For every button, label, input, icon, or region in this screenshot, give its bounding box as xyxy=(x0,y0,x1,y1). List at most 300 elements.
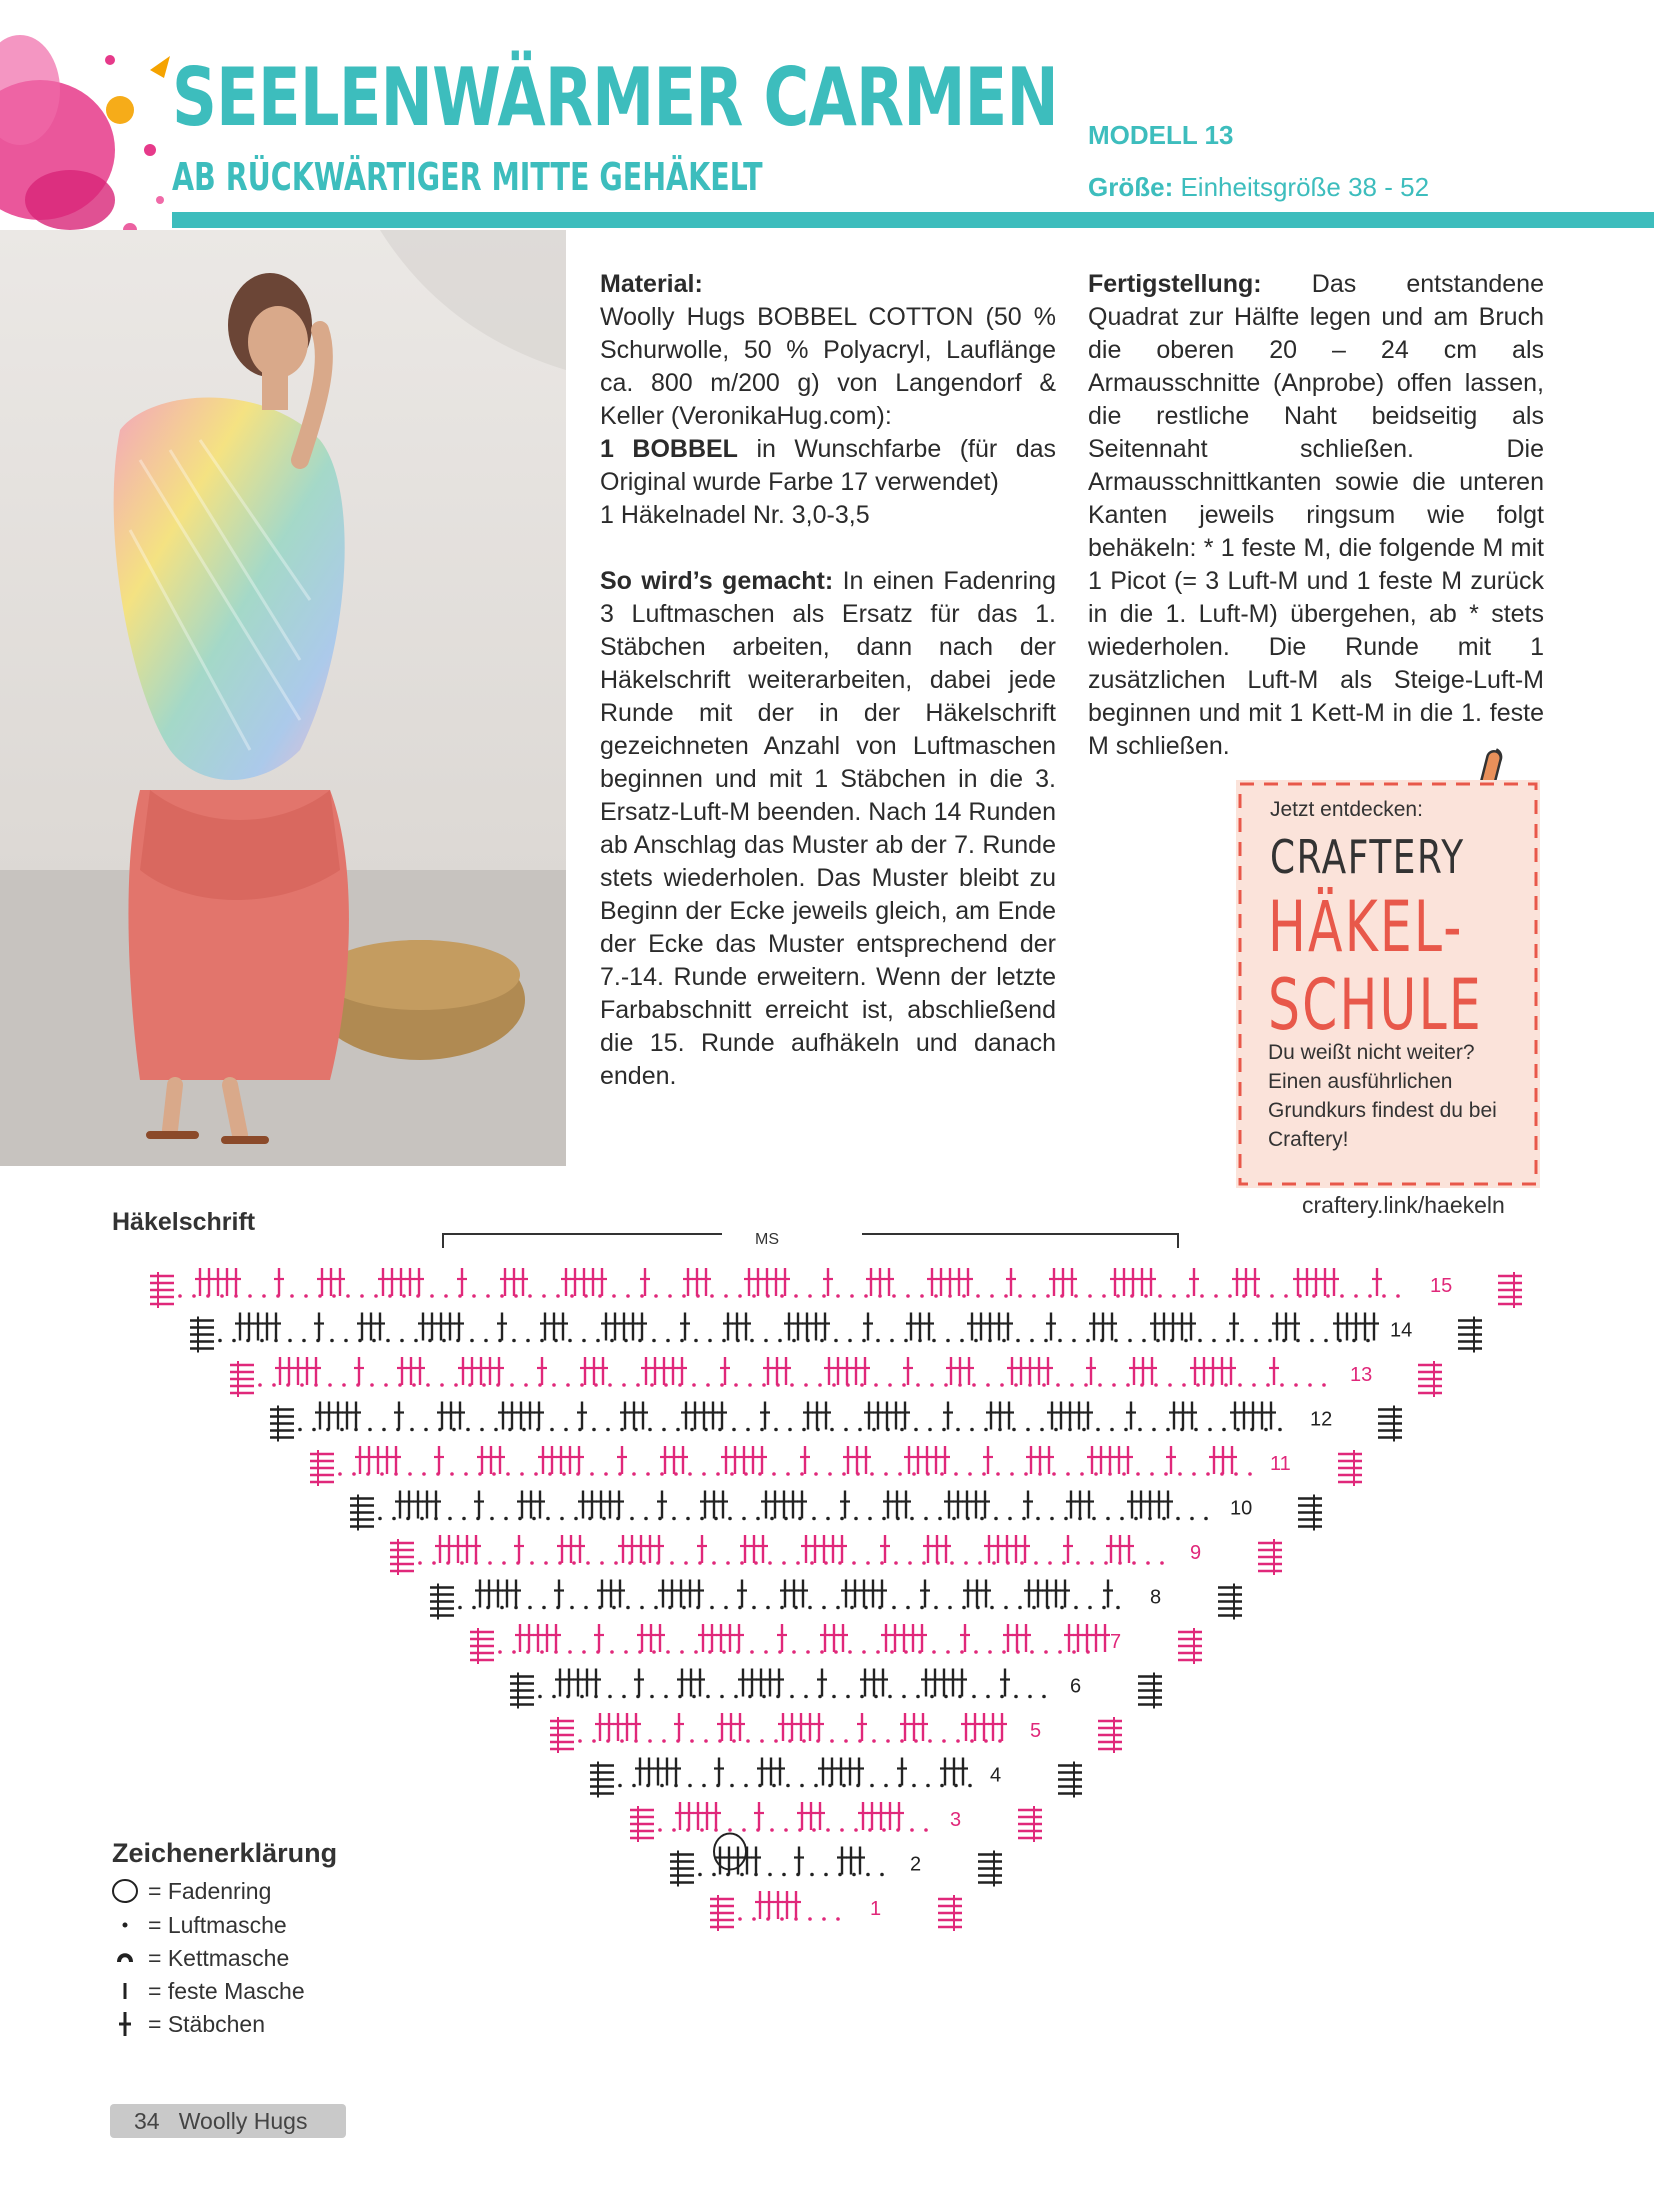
chain-mark xyxy=(812,1517,816,1521)
chain-mark xyxy=(746,1739,750,1743)
chain-mark xyxy=(934,1606,938,1610)
chain-mark xyxy=(614,1561,618,1565)
chain-mark xyxy=(1308,1383,1312,1387)
chain-mark xyxy=(928,1428,932,1432)
chain-mark xyxy=(1098,1383,1102,1387)
chain-mark xyxy=(1042,1383,1046,1387)
chain-mark xyxy=(752,1294,756,1298)
chain-mark xyxy=(414,1339,418,1343)
chain-mark xyxy=(1046,1294,1050,1298)
chain-mark xyxy=(1194,1428,1198,1432)
chain-mark xyxy=(1058,1339,1062,1343)
chain-mark xyxy=(1192,1472,1196,1476)
chain-mark xyxy=(782,1873,786,1877)
chain-mark xyxy=(906,1606,910,1610)
chain-mark xyxy=(644,1517,648,1521)
double-crochet-icon xyxy=(110,2009,140,2039)
chain-mark xyxy=(1024,1472,1028,1476)
craftery-ad[interactable] xyxy=(1236,780,1540,1188)
chain-mark xyxy=(1134,1517,1138,1521)
chain-mark xyxy=(810,1561,814,1565)
chain-mark xyxy=(1034,1561,1038,1565)
chain-mark xyxy=(1158,1294,1162,1298)
chain-mark xyxy=(710,1294,714,1298)
chain-mark xyxy=(552,1383,556,1387)
chain-mark xyxy=(1122,1472,1126,1476)
material-yarn: Woolly Hugs BOBBEL COTTON (50 % Schurwolle, 50 % Polyacryl, Lauflänge ca. 800 m/200 g) von Langendorf & Keller (VeronikaHug.com): xyxy=(600,303,1056,430)
chain-mark xyxy=(910,1828,914,1832)
chain-mark xyxy=(698,1873,702,1877)
chain-mark xyxy=(740,1561,744,1565)
chain-mark xyxy=(706,1383,710,1387)
chain-mark xyxy=(712,1873,716,1877)
chain-mark xyxy=(924,1517,928,1521)
chain-mark xyxy=(796,1561,800,1565)
chain-mark xyxy=(792,1339,796,1343)
chain-mark xyxy=(694,1650,698,1654)
chain-mark xyxy=(870,1472,874,1476)
chain-mark xyxy=(1240,1339,1244,1343)
chain-mark xyxy=(768,1561,772,1565)
chain-mark xyxy=(1266,1383,1270,1387)
chart-round-6 xyxy=(510,1669,1162,1709)
chain-mark xyxy=(572,1561,576,1565)
chain-mark xyxy=(836,1917,840,1921)
chain-mark xyxy=(422,1472,426,1476)
chain-mark xyxy=(332,1294,336,1298)
chain-mark xyxy=(704,1739,708,1743)
chain-mark xyxy=(444,1294,448,1298)
chain-mark xyxy=(1340,1294,1344,1298)
chain-mark xyxy=(1254,1339,1258,1343)
chain-mark xyxy=(400,1339,404,1343)
chain-mark xyxy=(942,1739,946,1743)
chain-mark xyxy=(368,1428,372,1432)
chart-title: Häkelschrift xyxy=(112,1208,256,1236)
chain-mark xyxy=(552,1695,556,1699)
round-label: 15 xyxy=(1430,1275,1453,1297)
chain-mark xyxy=(590,1472,594,1476)
chain-mark xyxy=(1066,1472,1070,1476)
chain-mark xyxy=(648,1428,652,1432)
chain-mark xyxy=(1000,1383,1004,1387)
chain-mark xyxy=(766,1606,770,1610)
chain-mark xyxy=(618,1784,622,1788)
chain-mark xyxy=(650,1383,654,1387)
chain-mark xyxy=(920,1294,924,1298)
chain-mark xyxy=(1310,1339,1314,1343)
chain-mark xyxy=(830,1428,834,1432)
chain-mark xyxy=(1208,1428,1212,1432)
chain-mark xyxy=(904,1339,908,1343)
chart-center-label-bg xyxy=(722,1226,862,1246)
chain-mark xyxy=(410,1428,414,1432)
round-label: 3 xyxy=(950,1809,962,1831)
chain-mark xyxy=(580,1695,584,1699)
chain-mark xyxy=(694,1339,698,1343)
chain-mark xyxy=(814,1784,818,1788)
round-label: 4 xyxy=(990,1764,1002,1787)
chain-mark xyxy=(752,1606,756,1610)
chain-mark xyxy=(550,1428,554,1432)
material-amount: in Wunschfarbe (für das Original wurde Farbe 17 verwendet) xyxy=(600,435,1057,496)
chain-mark xyxy=(544,1561,548,1565)
chain-mark xyxy=(650,1695,654,1699)
chain-mark xyxy=(842,1784,846,1788)
model-number: MODELL 13 xyxy=(1088,120,1234,150)
chain-mark xyxy=(1088,1294,1092,1298)
chain-mark xyxy=(700,1517,704,1521)
chain-mark xyxy=(682,1606,686,1610)
chain-mark xyxy=(426,1383,430,1387)
chain-mark xyxy=(1124,1428,1128,1432)
chain-mark xyxy=(1062,1561,1066,1565)
chain-mark xyxy=(542,1606,546,1610)
chain-mark xyxy=(646,1472,650,1476)
chain-mark xyxy=(680,1650,684,1654)
chain-mark xyxy=(1366,1339,1370,1343)
chain-mark xyxy=(1120,1517,1124,1521)
chain-mark xyxy=(1228,1294,1232,1298)
chain-mark xyxy=(528,1606,532,1610)
chain-mark xyxy=(826,1517,830,1521)
chain-mark xyxy=(660,1784,664,1788)
chain-mark xyxy=(830,1739,834,1743)
chain-mark xyxy=(844,1428,848,1432)
chart-round-8 xyxy=(430,1580,1242,1620)
chain-mark xyxy=(916,1695,920,1699)
chain-mark xyxy=(462,1517,466,1521)
chain-mark xyxy=(1178,1472,1182,1476)
chain-mark xyxy=(832,1695,836,1699)
chain-mark xyxy=(636,1383,640,1387)
chain-mark xyxy=(384,1383,388,1387)
chain-mark xyxy=(860,1695,864,1699)
chain-mark xyxy=(882,1517,886,1521)
chain-mark xyxy=(1048,1561,1052,1565)
chain-mark xyxy=(1016,1339,1020,1343)
chain-mark xyxy=(1018,1294,1022,1298)
chart-round-5 xyxy=(550,1713,1122,1753)
chain-mark xyxy=(1074,1294,1078,1298)
crochet-chart xyxy=(100,1226,1560,2106)
chain-mark xyxy=(1002,1339,1006,1343)
chain-mark xyxy=(976,1294,980,1298)
chain-mark xyxy=(928,1739,932,1743)
chain-mark xyxy=(1116,1606,1120,1610)
chain-mark xyxy=(378,1517,382,1521)
chain-mark xyxy=(968,1472,972,1476)
chain-mark xyxy=(972,1383,976,1387)
chain-mark xyxy=(890,1339,894,1343)
chain-mark xyxy=(806,1650,810,1654)
chain-mark xyxy=(1004,1294,1008,1298)
single-crochet-icon xyxy=(110,1976,140,2006)
chain-mark xyxy=(866,1873,870,1877)
chain-mark xyxy=(730,1472,734,1476)
chart-round-10 xyxy=(350,1491,1322,1531)
chain-mark xyxy=(484,1339,488,1343)
chain-mark xyxy=(738,1917,742,1921)
chain-mark xyxy=(458,1606,462,1610)
chain-mark xyxy=(900,1428,904,1432)
chain-mark xyxy=(760,1739,764,1743)
chain-mark xyxy=(800,1472,804,1476)
chain-mark xyxy=(534,1472,538,1476)
chain-mark xyxy=(1040,1428,1044,1432)
ad-headline-line2: SCHULE xyxy=(1268,964,1483,1046)
ad-headline-line1: HÄKEL- xyxy=(1268,886,1464,968)
chain-mark xyxy=(786,1784,790,1788)
chain-mark xyxy=(962,1294,966,1298)
chain-mark xyxy=(772,1784,776,1788)
chain-mark xyxy=(1138,1428,1142,1432)
chain-mark xyxy=(654,1294,658,1298)
chain-mark xyxy=(658,1828,662,1832)
chain-mark xyxy=(488,1561,492,1565)
round-label: 11 xyxy=(1270,1453,1291,1475)
chain-mark xyxy=(1026,1428,1030,1432)
chain-mark xyxy=(802,1428,806,1432)
chain-mark xyxy=(528,1294,532,1298)
model-photo xyxy=(0,230,566,1166)
round-label: 10 xyxy=(1230,1497,1253,1520)
chain-mark xyxy=(692,1383,696,1387)
chain-mark xyxy=(730,1784,734,1788)
legend-row-single xyxy=(110,1976,305,2006)
chain-mark xyxy=(750,1339,754,1343)
chain-mark xyxy=(272,1383,276,1387)
chain-mark xyxy=(926,1784,930,1788)
round-label: 6 xyxy=(1070,1675,1082,1698)
chain-mark xyxy=(1050,1517,1054,1521)
chain-mark xyxy=(1004,1606,1008,1610)
chain-mark xyxy=(454,1383,458,1387)
chain-mark xyxy=(876,1339,880,1343)
chain-mark xyxy=(1036,1517,1040,1521)
chain-mark xyxy=(972,1695,976,1699)
chain-mark xyxy=(472,1606,476,1610)
chart-round-14 xyxy=(190,1313,1482,1353)
chain-mark xyxy=(664,1695,668,1699)
chain-mark xyxy=(934,1294,938,1298)
chain-mark xyxy=(580,1383,584,1387)
chain-mark xyxy=(304,1294,308,1298)
chain-mark xyxy=(338,1472,342,1476)
chain-mark xyxy=(1326,1294,1330,1298)
chain-mark xyxy=(1018,1606,1022,1610)
chain-mark xyxy=(820,1339,824,1343)
chain-mark xyxy=(868,1517,872,1521)
page-title: SEELENWÄRMER CARMEN xyxy=(172,51,1058,144)
chain-mark xyxy=(808,1606,812,1610)
chain-mark xyxy=(1000,1695,1004,1699)
round-label: 7 xyxy=(1110,1631,1122,1653)
chain-mark xyxy=(1222,1428,1226,1432)
chain-mark xyxy=(1284,1294,1288,1298)
chain-mark xyxy=(522,1428,526,1432)
chain-mark xyxy=(960,1339,964,1343)
chain-mark xyxy=(702,1784,706,1788)
chain-mark xyxy=(822,1606,826,1610)
chain-mark xyxy=(626,1294,630,1298)
chain-mark xyxy=(1264,1428,1268,1432)
chain-mark xyxy=(640,1606,644,1610)
chain-mark xyxy=(1104,1561,1108,1565)
ad-brand: CRAFTERY xyxy=(1270,830,1465,884)
chart-round-11 xyxy=(310,1446,1362,1486)
chain-mark xyxy=(1072,1339,1076,1343)
chain-mark xyxy=(1144,1294,1148,1298)
chain-mark xyxy=(686,1517,690,1521)
chain-mark xyxy=(974,1650,978,1654)
chain-mark xyxy=(874,1383,878,1387)
chain-mark xyxy=(302,1339,306,1343)
ad-link[interactable]: craftery.link/haekeln xyxy=(1302,1192,1505,1218)
legend-label-double: = Stäbchen xyxy=(148,2010,266,2037)
chain-mark xyxy=(712,1561,716,1565)
chain-mark xyxy=(300,1383,304,1387)
chain-mark xyxy=(1084,1383,1088,1387)
chain-mark xyxy=(850,1606,854,1610)
chain-mark xyxy=(1200,1294,1204,1298)
legend-title: Zeichenerklärung xyxy=(112,1838,338,1868)
chain-mark xyxy=(1008,1517,1012,1521)
chain-mark xyxy=(768,1873,772,1877)
chain-mark xyxy=(1044,1339,1048,1343)
chain-mark xyxy=(770,1828,774,1832)
chain-mark xyxy=(540,1339,544,1343)
chain-mark xyxy=(1022,1517,1026,1521)
chain-mark xyxy=(884,1784,888,1788)
chain-mark xyxy=(706,1695,710,1699)
chain-mark xyxy=(1212,1339,1216,1343)
chain-mark xyxy=(762,1383,766,1387)
chain-mark xyxy=(1368,1294,1372,1298)
chain-mark xyxy=(920,1606,924,1610)
chart-center-label: MS xyxy=(755,1231,779,1248)
chain-mark xyxy=(812,1828,816,1832)
chain-mark xyxy=(472,1294,476,1298)
chain-mark xyxy=(666,1339,670,1343)
chain-mark xyxy=(452,1428,456,1432)
chain-mark xyxy=(862,1339,866,1343)
chain-mark xyxy=(1012,1428,1016,1432)
ad-description: Du weißt nicht weiter? Einen ausführlichen Grundkurs findest du bei Craftery! xyxy=(1268,1041,1497,1151)
chain-mark xyxy=(432,1561,436,1565)
chain-mark xyxy=(852,1873,856,1877)
chain-mark xyxy=(790,1383,794,1387)
chain-mark xyxy=(466,1428,470,1432)
chain-mark xyxy=(750,1650,754,1654)
chain-mark xyxy=(848,1339,852,1343)
chain-mark xyxy=(1214,1294,1218,1298)
chain-mark xyxy=(982,1472,986,1476)
chain-mark xyxy=(810,1873,814,1877)
chain-mark xyxy=(848,1650,852,1654)
chain-mark xyxy=(862,1650,866,1654)
chain-mark xyxy=(882,1828,886,1832)
chain-mark xyxy=(652,1650,656,1654)
chain-mark xyxy=(1116,1294,1120,1298)
chain-mark xyxy=(178,1294,182,1298)
chain-mark xyxy=(632,1784,636,1788)
chain-mark xyxy=(480,1428,484,1432)
chain-mark xyxy=(1070,1383,1074,1387)
chain-mark xyxy=(668,1294,672,1298)
chain-mark xyxy=(808,1294,812,1298)
chain-mark xyxy=(1030,1339,1034,1343)
chain-mark xyxy=(1074,1606,1078,1610)
chain-mark xyxy=(954,1472,958,1476)
chain-mark xyxy=(720,1383,724,1387)
chain-mark xyxy=(702,1472,706,1476)
chain-mark xyxy=(952,1517,956,1521)
chain-mark xyxy=(850,1294,854,1298)
chain-mark xyxy=(330,1339,334,1343)
chain-mark xyxy=(908,1561,912,1565)
chain-mark xyxy=(490,1517,494,1521)
chain-mark xyxy=(220,1294,224,1298)
chain-mark xyxy=(898,1472,902,1476)
chain-mark xyxy=(1172,1294,1176,1298)
round-label: 2 xyxy=(910,1853,922,1876)
chain-mark xyxy=(1166,1428,1170,1432)
chain-mark xyxy=(1032,1606,1036,1610)
chain-mark xyxy=(560,1517,564,1521)
chain-mark xyxy=(340,1428,344,1432)
chain-mark xyxy=(892,1606,896,1610)
chain-mark xyxy=(1056,1383,1060,1387)
chain-mark xyxy=(724,1294,728,1298)
chain-mark xyxy=(670,1561,674,1565)
chain-mark xyxy=(1044,1650,1048,1654)
chart-round-3 xyxy=(630,1802,1042,1842)
chain-mark xyxy=(840,1828,844,1832)
chain-mark xyxy=(654,1606,658,1610)
chain-mark xyxy=(1076,1561,1080,1565)
chain-mark xyxy=(1058,1650,1062,1654)
chain-mark xyxy=(692,1695,696,1699)
header-rule xyxy=(172,212,1654,228)
chain-mark xyxy=(912,1472,916,1476)
chain-mark xyxy=(894,1561,898,1565)
chain-mark xyxy=(600,1561,604,1565)
chain-mark xyxy=(262,1294,266,1298)
chain-mark xyxy=(864,1294,868,1298)
chain-mark xyxy=(1020,1561,1024,1565)
chain-mark xyxy=(832,1383,836,1387)
chain-mark xyxy=(500,1606,504,1610)
material-amount-bold: 1 BOBBEL xyxy=(600,435,738,463)
chain-mark xyxy=(790,1695,794,1699)
chain-mark xyxy=(888,1383,892,1387)
chain-mark xyxy=(1032,1294,1036,1298)
chain-mark xyxy=(892,1294,896,1298)
chain-mark xyxy=(900,1739,904,1743)
chain-mark xyxy=(724,1606,728,1610)
chain-mark xyxy=(780,1917,784,1921)
round-label: 5 xyxy=(1030,1720,1042,1742)
chain-mark xyxy=(994,1517,998,1521)
chain-mark xyxy=(910,1517,914,1521)
chain-mark xyxy=(782,1561,786,1565)
chain-mark xyxy=(1128,1339,1132,1343)
chain-mark xyxy=(448,1517,452,1521)
chain-mark xyxy=(746,1428,750,1432)
chain-mark xyxy=(532,1517,536,1521)
chain-mark xyxy=(890,1650,894,1654)
